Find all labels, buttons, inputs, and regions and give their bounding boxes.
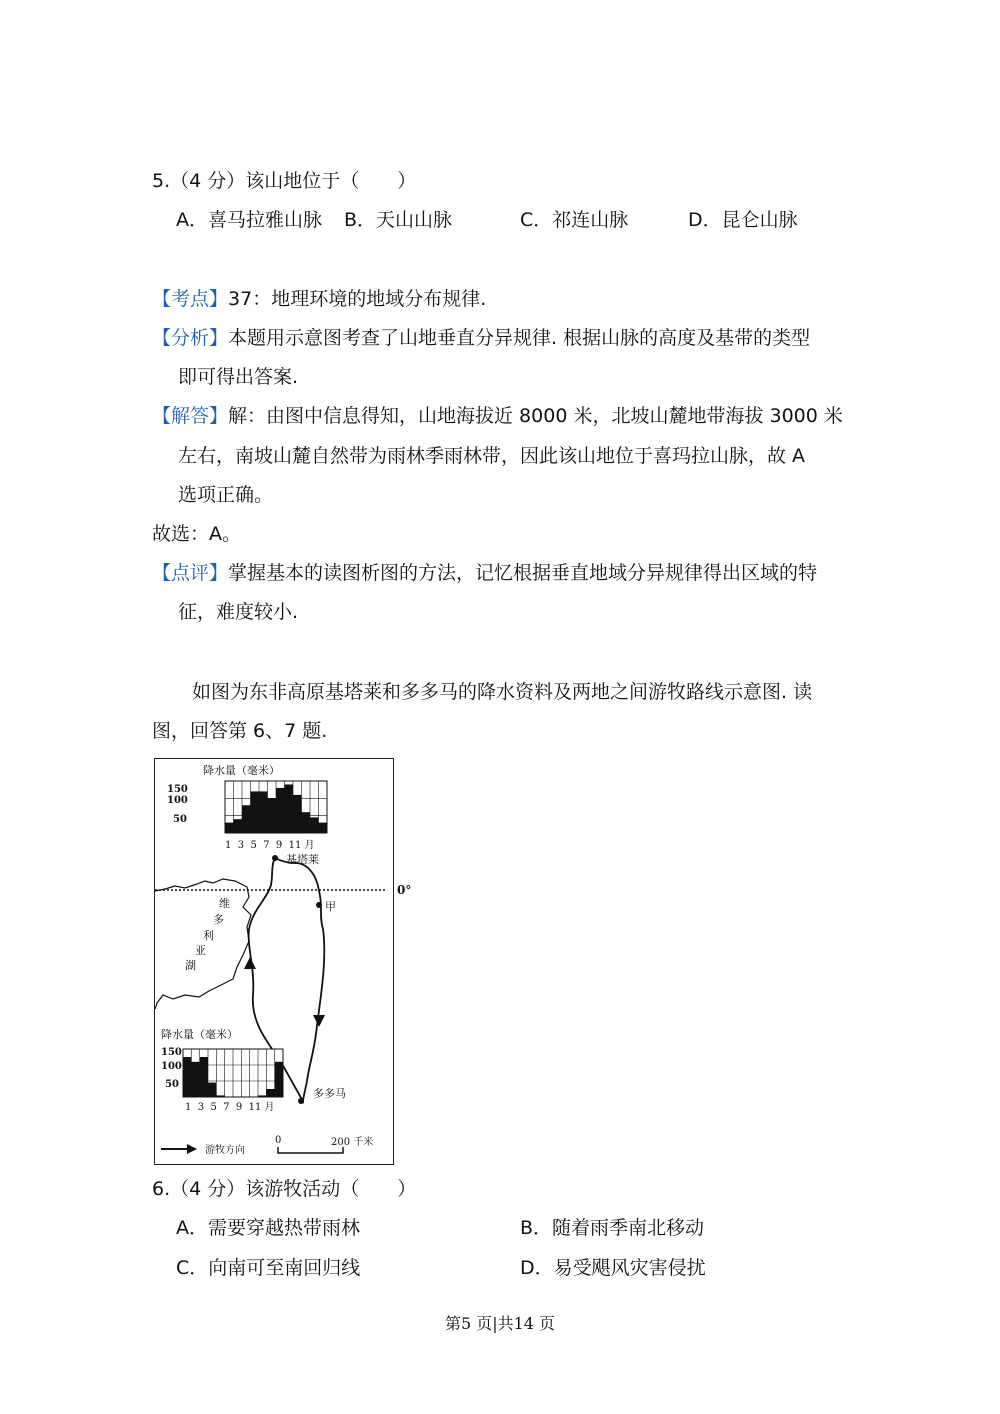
- top-ytick-50: 50: [173, 814, 187, 825]
- q6-option-c[interactable]: C．向南可至南回归线: [176, 1257, 361, 1279]
- question-5-stem: 5.（4 分）该山地位于（ ）: [152, 170, 417, 192]
- bottom-chart-bar-3: [200, 1057, 208, 1097]
- q6-option-b[interactable]: B．随着雨季南北移动: [520, 1217, 705, 1239]
- dianping-text-1: 掌握基本的读图析图的方法，记忆根据垂直地域分异规律得出区域的特: [228, 562, 818, 584]
- top-ytick-150: 150: [167, 784, 188, 795]
- top-precip-chart: [225, 781, 327, 833]
- top-chart-bar-9: [293, 795, 302, 833]
- bottom-month-labels: 1 3 5 7 9 11 月: [185, 1102, 275, 1113]
- map-svg: [155, 759, 412, 1164]
- intro-line-1: 如图为东非高原基塔莱和多多马的降水资料及两地之间游牧路线示意图. 读: [192, 681, 813, 703]
- lake-char-5: 湖: [185, 959, 196, 972]
- kaodian-tag: 【考点】: [152, 288, 229, 310]
- top-ytick-100: 100: [167, 795, 188, 806]
- bottom-chart-bar-10: [258, 1095, 266, 1097]
- q5-option-d[interactable]: D．昆仑山脉: [688, 209, 798, 231]
- top-chart-bar-7: [276, 788, 285, 833]
- bottom-chart-bar-4: [208, 1083, 216, 1097]
- top-chart-bar-4: [251, 791, 260, 833]
- top-chart-bar-11: [310, 817, 319, 833]
- q5-option-b[interactable]: B．天山山脉: [344, 209, 453, 231]
- scale-label: 200 千米: [331, 1137, 374, 1148]
- bottom-ytick-150: 150: [161, 1047, 182, 1058]
- jieda-line: [152, 404, 843, 428]
- jieda-text-1: 解：由图中信息得知，山地海拔近 8000 米，北坡山麓地带海拔 3000 米: [228, 405, 843, 427]
- top-chart-title: 降水量（毫米）: [203, 764, 280, 777]
- lake-char-3: 利: [203, 929, 214, 942]
- kitale-label: 基塔莱: [286, 853, 319, 866]
- dianping-tag: 【点评】: [152, 562, 229, 584]
- question-6-stem: 6.（4 分）该游牧活动（ ）: [152, 1178, 417, 1200]
- kaodian-line: [152, 287, 486, 311]
- legend-arrow-label: 游牧方向: [205, 1145, 245, 1156]
- top-chart-bar-12: [319, 823, 328, 833]
- q5-option-a[interactable]: A．喜马拉雅山脉: [176, 209, 322, 231]
- bottom-chart-title: 降水量（毫米）: [161, 1028, 238, 1041]
- answer-line: 故选：A。: [152, 523, 241, 545]
- top-chart-bar-10: [302, 812, 311, 833]
- scale-zero: 0: [275, 1135, 282, 1146]
- dianping-line: [152, 561, 817, 585]
- dodoma-marker: [298, 1098, 304, 1104]
- lake-char-4: 亚: [195, 944, 206, 957]
- top-chart-bar-8: [285, 784, 294, 833]
- nomad-route-map: [154, 758, 412, 1165]
- bottom-chart-bar-1: [183, 1057, 191, 1097]
- kaodian-text: 37：地理环境的地域分布规律.: [228, 288, 487, 310]
- jieda-text-3: 选项正确。: [178, 484, 274, 506]
- fenxi-line: [152, 326, 810, 350]
- fenxi-text-2: 即可得出答案.: [178, 366, 299, 388]
- bottom-chart-bar-2: [191, 1062, 199, 1097]
- bottom-chart-bar-5: [216, 1095, 224, 1097]
- dodoma-label: 多多马: [313, 1087, 346, 1100]
- jieda-tag: 【解答】: [152, 405, 229, 427]
- dianping-text-2: 征，难度较小.: [178, 601, 299, 623]
- page-footer: 第5 页|共14 页: [444, 1314, 556, 1333]
- jia-label: 甲: [325, 900, 336, 913]
- q6-option-d[interactable]: D．易受飓风灾害侵扰: [520, 1257, 706, 1279]
- top-chart-bar-6: [268, 798, 277, 833]
- lake-char-2: 多: [213, 913, 224, 926]
- fenxi-tag: 【分析】: [152, 327, 229, 349]
- bottom-chart-bar-12: [275, 1062, 283, 1097]
- top-month-labels: 1 3 5 7 9 11 月: [225, 840, 315, 851]
- top-chart-bar-1: [225, 823, 234, 833]
- top-chart-bar-2: [234, 819, 243, 833]
- jia-marker: [316, 902, 322, 908]
- top-chart-bar-3: [242, 805, 251, 833]
- legend-arrow-head: [187, 1144, 197, 1154]
- q6-option-a[interactable]: A．需要穿越热带雨林: [176, 1217, 360, 1239]
- intro-line-2: 图，回答第 6、7 题.: [152, 720, 328, 742]
- jieda-text-2: 左右，南坡山麓自然带为雨林季雨林带，因此该山地位于喜玛拉山脉，故 A: [178, 445, 806, 467]
- bottom-chart-bar-11: [266, 1089, 274, 1097]
- bottom-ytick-50: 50: [165, 1079, 179, 1090]
- route-arrow-north: [244, 957, 256, 969]
- top-chart-bar-5: [259, 791, 268, 833]
- bottom-ytick-100: 100: [161, 1061, 182, 1072]
- fenxi-text-1: 本题用示意图考查了山地垂直分异规律. 根据山脉的高度及基带的类型: [228, 327, 811, 349]
- lake-char-1: 维: [219, 897, 230, 910]
- bottom-precip-chart: [183, 1049, 283, 1097]
- q5-option-c[interactable]: C．祁连山脉: [520, 209, 629, 231]
- equator-label: 0°: [397, 883, 412, 897]
- route-arrow-south: [313, 1015, 325, 1027]
